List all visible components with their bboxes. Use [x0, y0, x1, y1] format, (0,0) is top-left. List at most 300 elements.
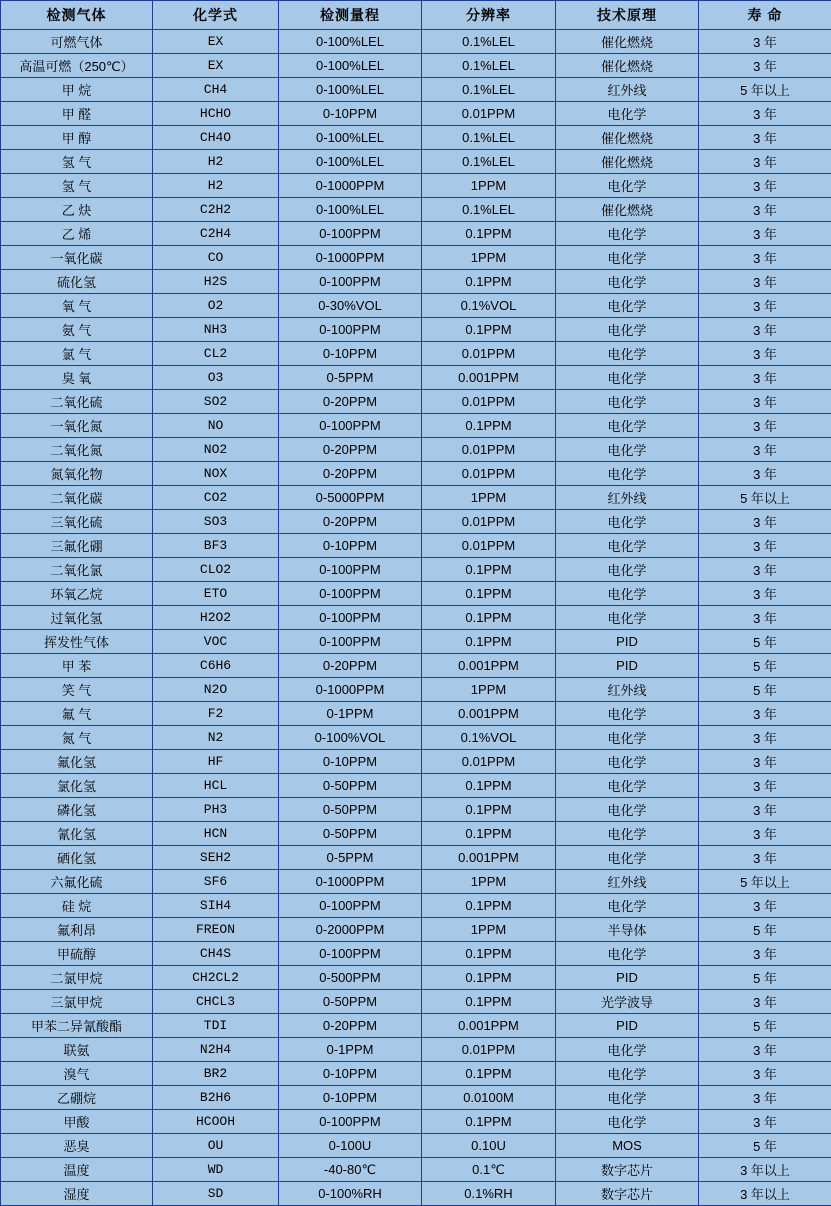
table-row	[1, 390, 831, 414]
cell-gas: 过氧化氢	[1, 606, 153, 630]
cell-resolution: 0.1PPM	[422, 318, 556, 342]
table-row	[1, 414, 831, 438]
cell-lifetime: 3 年	[699, 846, 831, 870]
cell-formula: NOX	[153, 462, 279, 486]
cell-gas: 硅 烷	[1, 894, 153, 918]
cell-gas: 乙硼烷	[1, 1086, 153, 1110]
cell-range: 0-100%RH	[279, 1182, 422, 1206]
table-row	[1, 558, 831, 582]
cell-resolution: 0.1PPM	[422, 222, 556, 246]
cell-range: 0-30%VOL	[279, 294, 422, 318]
cell-principle: 红外线	[556, 486, 699, 510]
cell-lifetime: 5 年	[699, 1134, 831, 1158]
cell-formula: BR2	[153, 1062, 279, 1086]
cell-range: 0-50PPM	[279, 822, 422, 846]
cell-principle: 电化学	[556, 822, 699, 846]
cell-gas: 硒化氢	[1, 846, 153, 870]
cell-gas: 甲 醇	[1, 126, 153, 150]
cell-range: 0-500PPM	[279, 966, 422, 990]
table-row	[1, 534, 831, 558]
table-row	[1, 126, 831, 150]
table-header-row	[1, 1, 831, 30]
cell-lifetime: 3 年	[699, 414, 831, 438]
cell-formula: TDI	[153, 1014, 279, 1038]
cell-lifetime: 3 年	[699, 198, 831, 222]
cell-lifetime: 5 年以上	[699, 78, 831, 102]
cell-resolution: 0.1PPM	[422, 894, 556, 918]
cell-lifetime: 3 年	[699, 942, 831, 966]
cell-gas: 温度	[1, 1158, 153, 1182]
table-row	[1, 1134, 831, 1158]
cell-principle: 电化学	[556, 582, 699, 606]
cell-formula: CH4S	[153, 942, 279, 966]
cell-range: 0-100%VOL	[279, 726, 422, 750]
cell-range: 0-20PPM	[279, 1014, 422, 1038]
cell-gas: 甲 苯	[1, 654, 153, 678]
cell-lifetime: 3 年	[699, 462, 831, 486]
cell-resolution: 0.001PPM	[422, 702, 556, 726]
cell-formula: C2H2	[153, 198, 279, 222]
cell-formula: N2H4	[153, 1038, 279, 1062]
cell-lifetime: 3 年	[699, 726, 831, 750]
cell-principle: 电化学	[556, 702, 699, 726]
cell-formula: CL2	[153, 342, 279, 366]
cell-resolution: 0.01PPM	[422, 510, 556, 534]
cell-gas: 三氧化硫	[1, 510, 153, 534]
cell-gas: 二氧化碳	[1, 486, 153, 510]
cell-lifetime: 3 年	[699, 750, 831, 774]
cell-principle: PID	[556, 966, 699, 990]
cell-gas: 氰化氢	[1, 822, 153, 846]
cell-formula: F2	[153, 702, 279, 726]
table-row	[1, 462, 831, 486]
cell-formula: CH4O	[153, 126, 279, 150]
cell-principle: 电化学	[556, 366, 699, 390]
table-row	[1, 798, 831, 822]
cell-range: 0-100PPM	[279, 558, 422, 582]
cell-principle: 电化学	[556, 462, 699, 486]
cell-lifetime: 3 年	[699, 702, 831, 726]
table-row	[1, 438, 831, 462]
cell-resolution: 1PPM	[422, 174, 556, 198]
cell-formula: VOC	[153, 630, 279, 654]
table-row	[1, 510, 831, 534]
cell-range: 0-10PPM	[279, 750, 422, 774]
cell-range: 0-100PPM	[279, 222, 422, 246]
cell-principle: 电化学	[556, 294, 699, 318]
cell-principle: 电化学	[556, 510, 699, 534]
cell-range: 0-100PPM	[279, 270, 422, 294]
cell-formula: HCL	[153, 774, 279, 798]
cell-resolution: 1PPM	[422, 246, 556, 270]
cell-range: 0-50PPM	[279, 774, 422, 798]
cell-resolution: 0.1%LEL	[422, 54, 556, 78]
cell-range: 0-10PPM	[279, 342, 422, 366]
cell-resolution: 0.1PPM	[422, 558, 556, 582]
cell-formula: SEH2	[153, 846, 279, 870]
cell-resolution: 0.01PPM	[422, 438, 556, 462]
cell-principle: 电化学	[556, 894, 699, 918]
cell-formula: H2O2	[153, 606, 279, 630]
cell-principle: 数字芯片	[556, 1182, 699, 1206]
table-body	[1, 30, 831, 1206]
cell-range: 0-1PPM	[279, 1038, 422, 1062]
cell-principle: 电化学	[556, 750, 699, 774]
cell-lifetime: 3 年	[699, 126, 831, 150]
cell-gas: 挥发性气体	[1, 630, 153, 654]
cell-gas: 乙 炔	[1, 198, 153, 222]
cell-resolution: 0.1PPM	[422, 966, 556, 990]
cell-principle: 催化燃烧	[556, 54, 699, 78]
cell-principle: 数字芯片	[556, 1158, 699, 1182]
cell-gas: 联氨	[1, 1038, 153, 1062]
cell-gas: 三氯甲烷	[1, 990, 153, 1014]
cell-formula: C6H6	[153, 654, 279, 678]
cell-resolution: 0.10U	[422, 1134, 556, 1158]
cell-gas: 溴气	[1, 1062, 153, 1086]
table-row	[1, 366, 831, 390]
cell-formula: SIH4	[153, 894, 279, 918]
cell-gas: 氮 气	[1, 726, 153, 750]
cell-principle: 电化学	[556, 174, 699, 198]
cell-principle: 电化学	[556, 438, 699, 462]
cell-resolution: 0.1%LEL	[422, 126, 556, 150]
cell-lifetime: 3 年	[699, 774, 831, 798]
cell-range: 0-100%LEL	[279, 54, 422, 78]
cell-gas: 可燃气体	[1, 30, 153, 54]
column-header-resolution: 分辨率	[422, 1, 556, 30]
cell-range: 0-20PPM	[279, 438, 422, 462]
table-row	[1, 222, 831, 246]
cell-lifetime: 5 年	[699, 630, 831, 654]
column-header-lifetime: 寿 命	[699, 1, 831, 30]
cell-principle: 催化燃烧	[556, 30, 699, 54]
table-row	[1, 942, 831, 966]
cell-principle: PID	[556, 630, 699, 654]
cell-gas: 磷化氢	[1, 798, 153, 822]
cell-resolution: 0.1PPM	[422, 414, 556, 438]
cell-lifetime: 3 年以上	[699, 1182, 831, 1206]
cell-resolution: 0.1PPM	[422, 1062, 556, 1086]
table-row	[1, 78, 831, 102]
cell-lifetime: 3 年	[699, 174, 831, 198]
cell-principle: 电化学	[556, 270, 699, 294]
cell-lifetime: 3 年	[699, 54, 831, 78]
cell-gas: 氟利昂	[1, 918, 153, 942]
cell-resolution: 0.01PPM	[422, 1038, 556, 1062]
cell-gas: 甲硫醇	[1, 942, 153, 966]
table-row	[1, 966, 831, 990]
cell-resolution: 0.01PPM	[422, 390, 556, 414]
cell-range: 0-100PPM	[279, 414, 422, 438]
table-row	[1, 54, 831, 78]
cell-resolution: 0.1PPM	[422, 1110, 556, 1134]
cell-range: 0-5000PPM	[279, 486, 422, 510]
table-row	[1, 630, 831, 654]
cell-principle: MOS	[556, 1134, 699, 1158]
cell-resolution: 0.1PPM	[422, 942, 556, 966]
cell-principle: 电化学	[556, 1062, 699, 1086]
cell-range: 0-100PPM	[279, 318, 422, 342]
table-row	[1, 1038, 831, 1062]
cell-resolution: 0.1%LEL	[422, 78, 556, 102]
cell-principle: PID	[556, 654, 699, 678]
cell-lifetime: 3 年	[699, 534, 831, 558]
column-header-range: 检测量程	[279, 1, 422, 30]
cell-gas: 氢 气	[1, 150, 153, 174]
cell-formula: N2	[153, 726, 279, 750]
cell-lifetime: 3 年	[699, 1038, 831, 1062]
cell-resolution: 0.1%VOL	[422, 726, 556, 750]
cell-resolution: 0.1PPM	[422, 582, 556, 606]
cell-gas: 氯化氢	[1, 774, 153, 798]
cell-formula: H2S	[153, 270, 279, 294]
cell-principle: 电化学	[556, 942, 699, 966]
cell-principle: 电化学	[556, 390, 699, 414]
cell-formula: NO2	[153, 438, 279, 462]
cell-lifetime: 3 年	[699, 390, 831, 414]
cell-principle: 电化学	[556, 222, 699, 246]
cell-range: -40-80℃	[279, 1158, 422, 1182]
cell-range: 0-1000PPM	[279, 246, 422, 270]
cell-lifetime: 3 年	[699, 798, 831, 822]
cell-range: 0-10PPM	[279, 1086, 422, 1110]
cell-gas: 氟化氢	[1, 750, 153, 774]
cell-range: 0-100PPM	[279, 1110, 422, 1134]
cell-formula: SD	[153, 1182, 279, 1206]
cell-range: 0-100PPM	[279, 894, 422, 918]
cell-formula: FREON	[153, 918, 279, 942]
cell-formula: C2H4	[153, 222, 279, 246]
table-row	[1, 30, 831, 54]
cell-principle: PID	[556, 1014, 699, 1038]
cell-resolution: 0.1PPM	[422, 630, 556, 654]
cell-formula: O2	[153, 294, 279, 318]
cell-range: 0-20PPM	[279, 510, 422, 534]
cell-gas: 二氧化硫	[1, 390, 153, 414]
table-row	[1, 654, 831, 678]
cell-lifetime: 3 年	[699, 366, 831, 390]
cell-formula: NH3	[153, 318, 279, 342]
cell-formula: PH3	[153, 798, 279, 822]
column-header-formula: 化学式	[153, 1, 279, 30]
cell-lifetime: 3 年	[699, 510, 831, 534]
cell-gas: 一氧化氮	[1, 414, 153, 438]
cell-range: 0-1000PPM	[279, 870, 422, 894]
table-row	[1, 1110, 831, 1134]
cell-gas: 硫化氢	[1, 270, 153, 294]
cell-formula: NO	[153, 414, 279, 438]
cell-gas: 二氯甲烷	[1, 966, 153, 990]
cell-resolution: 1PPM	[422, 678, 556, 702]
cell-range: 0-20PPM	[279, 390, 422, 414]
cell-gas: 三氟化硼	[1, 534, 153, 558]
table-row	[1, 294, 831, 318]
cell-lifetime: 3 年	[699, 822, 831, 846]
cell-lifetime: 3 年	[699, 990, 831, 1014]
cell-gas: 氮氧化物	[1, 462, 153, 486]
cell-gas: 甲苯二异氰酸酯	[1, 1014, 153, 1038]
table-row	[1, 1182, 831, 1206]
table-row	[1, 774, 831, 798]
cell-range: 0-100%LEL	[279, 78, 422, 102]
cell-resolution: 0.001PPM	[422, 366, 556, 390]
cell-formula: H2	[153, 174, 279, 198]
cell-gas: 二氧化氮	[1, 438, 153, 462]
cell-principle: 催化燃烧	[556, 126, 699, 150]
cell-range: 0-100U	[279, 1134, 422, 1158]
cell-gas: 高温可燃（250℃）	[1, 54, 153, 78]
cell-resolution: 0.1%VOL	[422, 294, 556, 318]
table-row	[1, 678, 831, 702]
cell-gas: 环氧乙烷	[1, 582, 153, 606]
cell-range: 0-2000PPM	[279, 918, 422, 942]
cell-range: 0-50PPM	[279, 990, 422, 1014]
cell-range: 0-100%LEL	[279, 198, 422, 222]
cell-resolution: 0.1℃	[422, 1158, 556, 1182]
cell-formula: O3	[153, 366, 279, 390]
cell-formula: SO3	[153, 510, 279, 534]
cell-range: 0-50PPM	[279, 798, 422, 822]
cell-formula: EX	[153, 54, 279, 78]
table-row	[1, 582, 831, 606]
cell-gas: 甲酸	[1, 1110, 153, 1134]
cell-lifetime: 3 年	[699, 342, 831, 366]
cell-gas: 笑 气	[1, 678, 153, 702]
table-row	[1, 270, 831, 294]
table-row	[1, 990, 831, 1014]
table-row	[1, 1014, 831, 1038]
cell-resolution: 0.001PPM	[422, 1014, 556, 1038]
cell-resolution: 0.1PPM	[422, 822, 556, 846]
cell-formula: CHCL3	[153, 990, 279, 1014]
cell-range: 0-1000PPM	[279, 174, 422, 198]
cell-principle: 电化学	[556, 414, 699, 438]
cell-gas: 氯 气	[1, 342, 153, 366]
cell-formula: WD	[153, 1158, 279, 1182]
cell-range: 0-20PPM	[279, 654, 422, 678]
table-row	[1, 102, 831, 126]
cell-lifetime: 3 年	[699, 246, 831, 270]
cell-resolution: 0.01PPM	[422, 102, 556, 126]
cell-formula: SF6	[153, 870, 279, 894]
cell-lifetime: 3 年	[699, 1062, 831, 1086]
cell-formula: ETO	[153, 582, 279, 606]
cell-formula: CO2	[153, 486, 279, 510]
cell-principle: 电化学	[556, 342, 699, 366]
cell-lifetime: 3 年	[699, 102, 831, 126]
cell-formula: B2H6	[153, 1086, 279, 1110]
table-row	[1, 846, 831, 870]
cell-principle: 电化学	[556, 1038, 699, 1062]
cell-formula: HCHO	[153, 102, 279, 126]
cell-range: 0-10PPM	[279, 534, 422, 558]
table-row	[1, 198, 831, 222]
cell-resolution: 0.001PPM	[422, 846, 556, 870]
cell-principle: 电化学	[556, 726, 699, 750]
cell-principle: 电化学	[556, 102, 699, 126]
cell-principle: 红外线	[556, 678, 699, 702]
cell-range: 0-20PPM	[279, 462, 422, 486]
cell-lifetime: 3 年	[699, 438, 831, 462]
cell-lifetime: 3 年	[699, 222, 831, 246]
cell-formula: HF	[153, 750, 279, 774]
cell-gas: 湿度	[1, 1182, 153, 1206]
cell-principle: 电化学	[556, 1110, 699, 1134]
cell-gas: 一氧化碳	[1, 246, 153, 270]
cell-range: 0-100PPM	[279, 942, 422, 966]
cell-resolution: 0.1%LEL	[422, 198, 556, 222]
cell-resolution: 1PPM	[422, 486, 556, 510]
cell-resolution: 0.001PPM	[422, 654, 556, 678]
cell-resolution: 0.1%LEL	[422, 150, 556, 174]
cell-lifetime: 3 年	[699, 1086, 831, 1110]
cell-lifetime: 3 年	[699, 558, 831, 582]
cell-resolution: 0.1PPM	[422, 798, 556, 822]
cell-resolution: 1PPM	[422, 870, 556, 894]
cell-principle: 电化学	[556, 846, 699, 870]
cell-range: 0-10PPM	[279, 102, 422, 126]
cell-resolution: 0.1PPM	[422, 606, 556, 630]
cell-gas: 六氟化硫	[1, 870, 153, 894]
cell-principle: 电化学	[556, 558, 699, 582]
cell-gas: 甲 烷	[1, 78, 153, 102]
cell-lifetime: 5 年	[699, 678, 831, 702]
cell-resolution: 0.01PPM	[422, 342, 556, 366]
table-row	[1, 894, 831, 918]
table-row	[1, 150, 831, 174]
cell-resolution: 0.1%RH	[422, 1182, 556, 1206]
table-row	[1, 486, 831, 510]
cell-formula: CH4	[153, 78, 279, 102]
cell-lifetime: 5 年以上	[699, 486, 831, 510]
cell-lifetime: 5 年	[699, 654, 831, 678]
cell-lifetime: 5 年	[699, 918, 831, 942]
cell-formula: H2	[153, 150, 279, 174]
cell-formula: BF3	[153, 534, 279, 558]
cell-lifetime: 3 年	[699, 150, 831, 174]
cell-lifetime: 3 年	[699, 30, 831, 54]
cell-range: 0-100PPM	[279, 630, 422, 654]
cell-lifetime: 5 年	[699, 1014, 831, 1038]
cell-gas: 臭 氧	[1, 366, 153, 390]
cell-lifetime: 3 年	[699, 606, 831, 630]
cell-range: 0-100%LEL	[279, 150, 422, 174]
cell-resolution: 0.0100M	[422, 1086, 556, 1110]
cell-range: 0-100PPM	[279, 582, 422, 606]
table-row	[1, 606, 831, 630]
cell-formula: N2O	[153, 678, 279, 702]
table-row	[1, 870, 831, 894]
cell-lifetime: 3 年	[699, 294, 831, 318]
cell-principle: 催化燃烧	[556, 150, 699, 174]
cell-principle: 电化学	[556, 534, 699, 558]
cell-principle: 电化学	[556, 318, 699, 342]
cell-lifetime: 3 年	[699, 270, 831, 294]
cell-principle: 光学波导	[556, 990, 699, 1014]
cell-principle: 电化学	[556, 798, 699, 822]
cell-principle: 红外线	[556, 78, 699, 102]
cell-gas: 氨 气	[1, 318, 153, 342]
cell-resolution: 1PPM	[422, 918, 556, 942]
column-header-gas: 检测气体	[1, 1, 153, 30]
table-row	[1, 174, 831, 198]
cell-lifetime: 3 年	[699, 318, 831, 342]
cell-lifetime: 3 年	[699, 1110, 831, 1134]
cell-resolution: 0.1PPM	[422, 270, 556, 294]
cell-gas: 乙 烯	[1, 222, 153, 246]
cell-formula: EX	[153, 30, 279, 54]
